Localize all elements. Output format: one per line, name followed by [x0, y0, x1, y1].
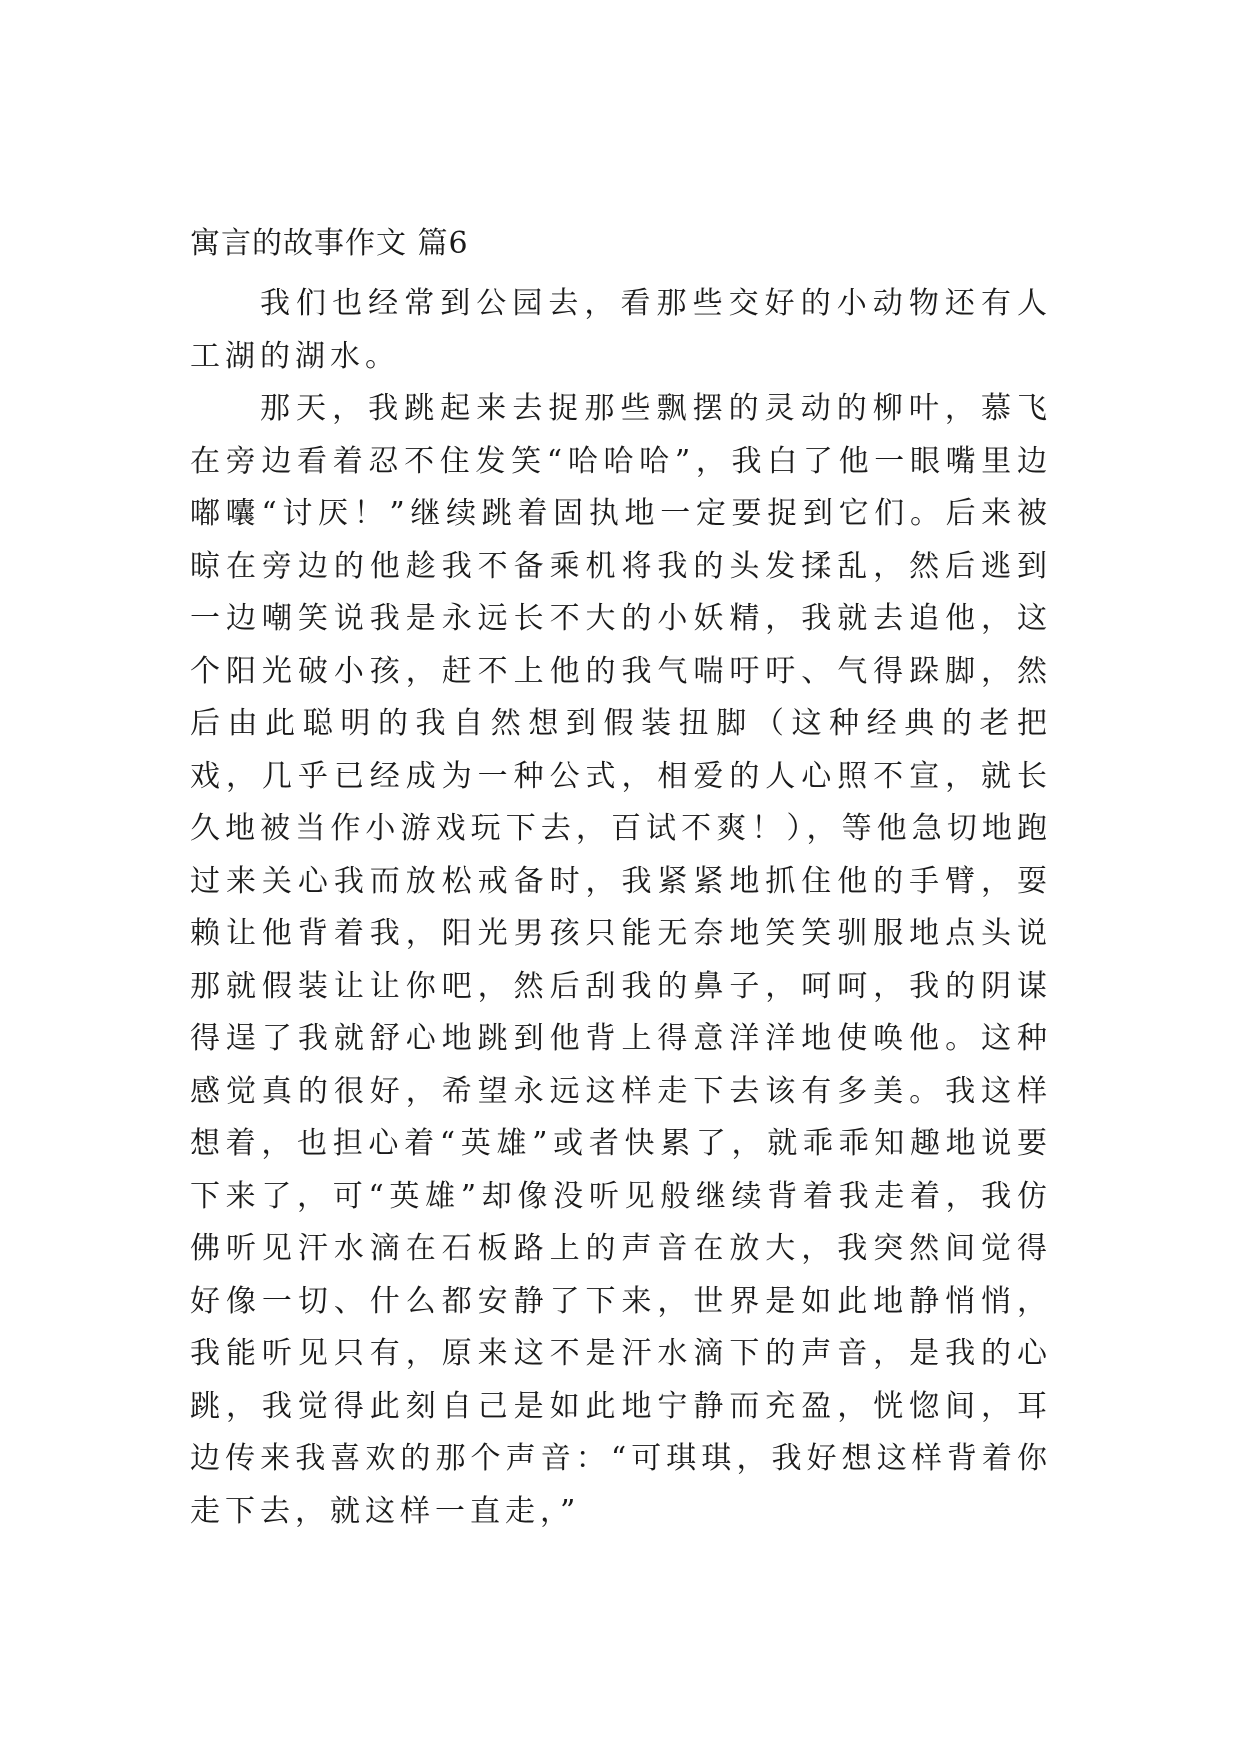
- document-title: 寓言的故事作文 篇6: [190, 226, 469, 261]
- document-body: [190, 278, 1052, 1538]
- paragraph-1: 我们也经常到公园去，看那些交好的小动物还有人工湖的湖水。: [190, 286, 1052, 374]
- paragraph-2: 那天，我跳起来去捉那些飘摆的灵动的柳叶，慕飞在旁边看着忍不住发笑“哈哈哈”，我白了他一眼嘴里边嘟囔“讨厌！”继续跳着固执地一定要捉到它们。后来被晾在旁边的他趁我不备乘机将我的头发揉乱，然后逃到一边嘲笑说我是永远长不大的小妖精，我就去追他，这个阳光破小孩，赶不上他的我气喘吁吁、气得跺脚，然后由此聪明的我自然想到假装扭脚（这种经典的老把戏，几乎已经成为一种公式，相爱的人心照不宣，就长久地被当作小游戏玩下去，百试不爽！），等他急切地跑过来关心我而放松戒备时，我紧紧地抓住他的手臂，耍赖让他背着我，阳光男孩只能无奈地笑笑驯服地点头说那就假装让让你吧，然后刮我的鼻子，呵呵，我的阴谋得逞了我就舒心地跳到他背上得意洋洋地使唤他。这种感觉真的很好，希望永远这样走下去该有多美。我这样想着，也担心着“英雄”或者快累了，就乖乖知趣地说要下来了，可“英雄”却像没听见般继续背着我走着，我仿佛听见汗水滴在石板路上的声音在放大，我突然间觉得好像一切、什么都安静了下来，世界是如此地静悄悄，我能听见只有，原来这不是汗水滴下的声音，是我的心跳，我觉得此刻自己是如此地宁静而充盈，恍惚间，耳边传来我喜欢的那个声音：“可琪琪，我好想这样背着你走下去，就这样一直走，”: [190, 391, 1052, 1529]
